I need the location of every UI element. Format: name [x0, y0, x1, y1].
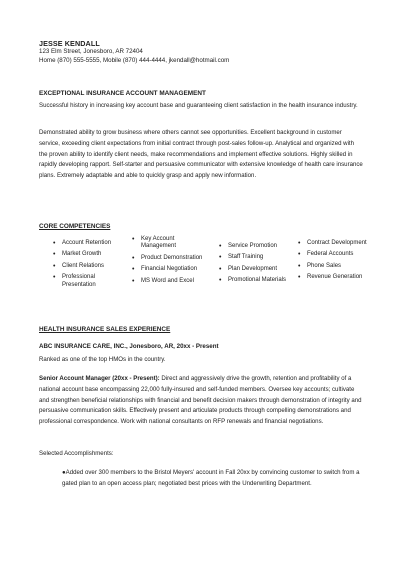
role-description: Direct and aggressively drive the growth, retention and profitability of a national account base encompassing 22,000 fully-insured and self-funded members. Oversee key accounts; cultivate and strengthen beneficial relationships with financial and benefit decision makers through demonstration of integrity and persuasive communication skills. Effectively present and articulate products through compelling demonstrations and professional correspondence. Work with national consultants on RFP renewals and financial negotiations. — [39, 375, 362, 426]
competency-item: • Plan Development — [219, 266, 289, 273]
summary-paragraph-1: Successful history in increasing key account base and guaranteeing client satisfaction in the health insurance industry. — [39, 102, 358, 109]
competency-item: • Account Retention — [53, 240, 115, 247]
competency-item: • Financial Negotiation — [132, 266, 204, 273]
competency-item: • Staff Training — [219, 254, 289, 261]
company-ranking: Ranked as one of the top HMOs in the country. — [39, 356, 166, 363]
competency-item: • Federal Accounts — [298, 251, 368, 258]
company-line: ABC INSURANCE CARE, INC., Jonesboro, AR, 20xx - Present — [39, 343, 219, 350]
competencies-column-3 — [219, 243, 289, 289]
role-paragraph — [39, 374, 364, 428]
competency-item: • Contract Development — [298, 240, 368, 247]
competency-item: • Service Promotion — [219, 243, 289, 250]
competencies-column-1 — [53, 240, 115, 293]
summary-title: EXCEPTIONAL INSURANCE ACCOUNT MANAGEMENT — [39, 90, 206, 97]
accomplishments-label: Selected Accomplishments: — [39, 450, 114, 457]
competency-item: • MS Word and Excel — [132, 278, 204, 285]
summary-paragraph-2: Demonstrated ability to grow business where others cannot see opportunities. Excellent background in customer service, exceeding client expectations from initial contract through post-sales follow-up. Analytical and organized with the proven ability to identify client needs, make recommendations and implement effective solutions. Highly skilled in rapidly developing rapport. Self-starter and persuasive communicator with extensive knowledge of health care insurance plans. Extremely adaptable and able to quickly grasp and apply new information. — [39, 129, 363, 180]
competency-item: • Promotional Materials — [219, 277, 289, 284]
address-line: 123 Elm Street, Jonesboro, AR 72404 — [39, 48, 143, 55]
competencies-title: CORE COMPETENCIES — [39, 223, 111, 230]
competency-item: • Market Growth — [53, 251, 115, 258]
competency-item: • Revenue Generation — [298, 274, 368, 281]
competency-item: • Key Account Management — [132, 236, 204, 251]
accomplishment-item: ●Added over 300 members to the Bristol Meyers' account in Fall 20xx by convincing customer to switch from a gated plan to an open access plan; negotiated best prices with the Underwriting Department. — [62, 469, 360, 487]
competency-item: • Product Demonstration — [132, 255, 204, 262]
competency-item: • Professional Presentation — [53, 274, 115, 289]
experience-title: HEALTH INSURANCE SALES EXPERIENCE — [39, 326, 171, 333]
contact-line: Home (870) 555-5555, Mobile (870) 444-4444, jkendall@hotmail.com — [39, 57, 230, 64]
candidate-name: JESSE KENDALL — [39, 39, 100, 48]
competency-item: • Client Relations — [53, 263, 115, 270]
role-title: Senior Account Manager (20xx - Present): — [39, 375, 160, 382]
competencies-column-4 — [298, 240, 368, 286]
competency-item: • Phone Sales — [298, 263, 368, 270]
competencies-column-2 — [132, 236, 204, 289]
